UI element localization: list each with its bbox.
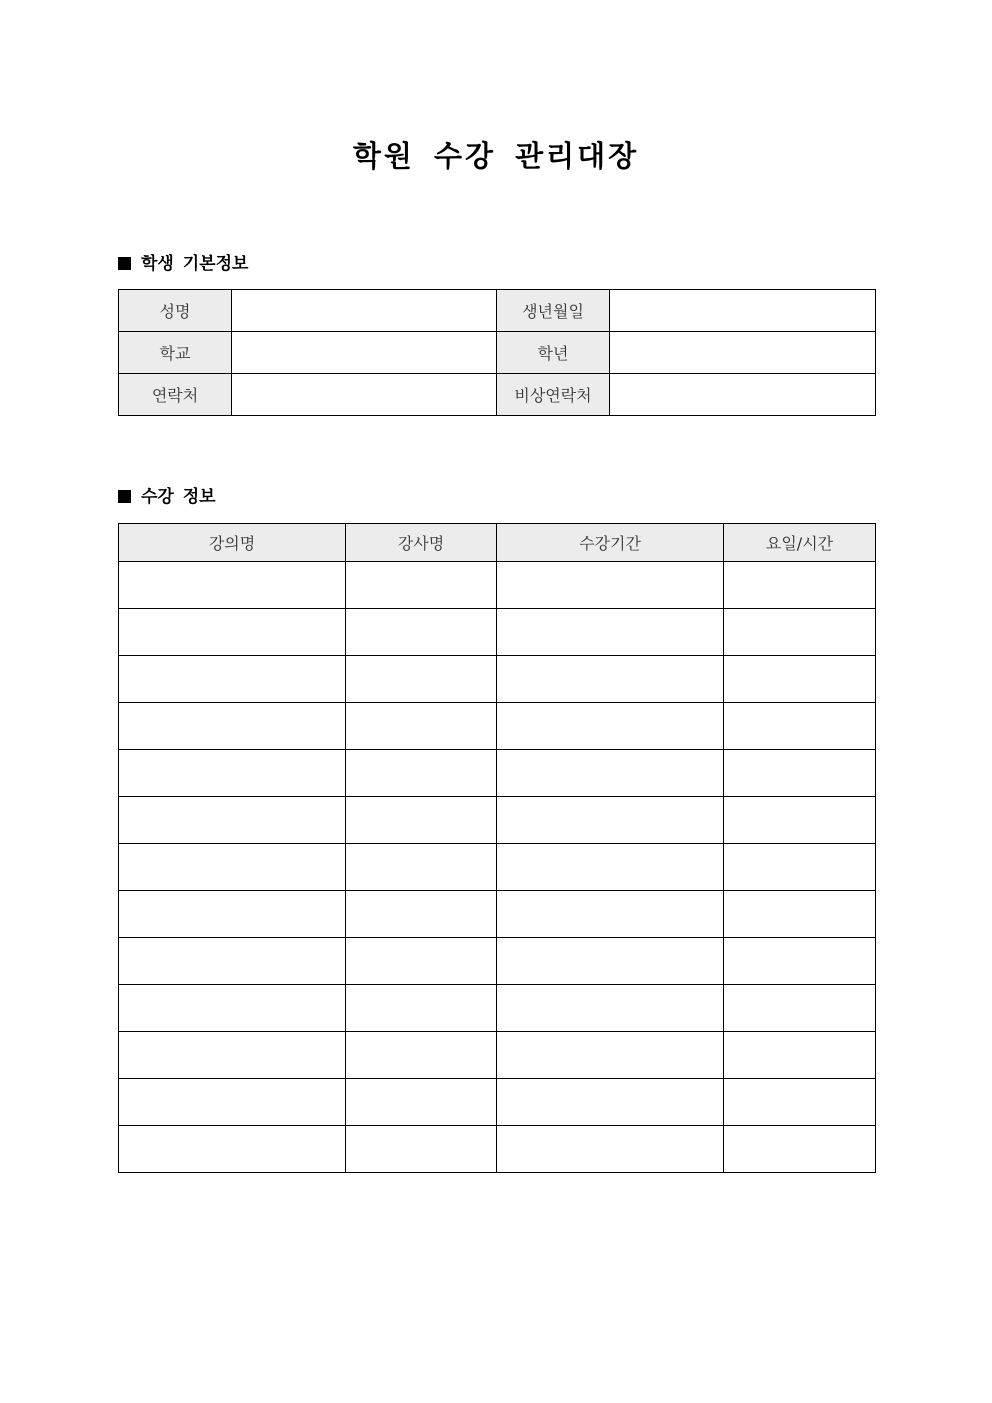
value-birthdate[interactable]	[610, 290, 876, 332]
table-row	[119, 562, 876, 609]
cell-course-name[interactable]	[119, 797, 346, 844]
label-name: 성명	[119, 290, 232, 332]
cell-course-name[interactable]	[119, 938, 346, 985]
cell-schedule[interactable]	[724, 844, 876, 891]
value-school[interactable]	[232, 332, 497, 374]
cell-instructor[interactable]	[346, 656, 497, 703]
cell-course-name[interactable]	[119, 609, 346, 656]
basic-info-table	[118, 289, 876, 416]
table-row	[119, 985, 876, 1032]
table-row	[119, 1079, 876, 1126]
table-row	[119, 609, 876, 656]
table-row	[119, 290, 876, 332]
cell-period[interactable]	[497, 938, 724, 985]
cell-period[interactable]	[497, 750, 724, 797]
value-contact[interactable]	[232, 374, 497, 416]
table-row	[119, 1032, 876, 1079]
cell-course-name[interactable]	[119, 1126, 346, 1173]
table-row	[119, 750, 876, 797]
cell-period[interactable]	[497, 703, 724, 750]
cell-schedule[interactable]	[724, 938, 876, 985]
label-emergency-contact: 비상연락처	[497, 374, 610, 416]
cell-instructor[interactable]	[346, 609, 497, 656]
cell-period[interactable]	[497, 797, 724, 844]
course-table-body	[119, 562, 876, 1173]
section-heading-basic-info	[118, 252, 248, 276]
cell-instructor[interactable]	[346, 938, 497, 985]
cell-period[interactable]	[497, 985, 724, 1032]
table-row	[119, 844, 876, 891]
cell-instructor[interactable]	[346, 703, 497, 750]
cell-instructor[interactable]	[346, 985, 497, 1032]
square-bullet-icon	[118, 490, 131, 503]
table-row	[119, 656, 876, 703]
cell-period[interactable]	[497, 656, 724, 703]
label-contact: 연락처	[119, 374, 232, 416]
column-header-schedule: 요일/시간	[724, 524, 876, 562]
cell-course-name[interactable]	[119, 891, 346, 938]
cell-schedule[interactable]	[724, 750, 876, 797]
column-header-instructor: 강사명	[346, 524, 497, 562]
section-heading-label: 수강 정보	[141, 487, 216, 507]
cell-schedule[interactable]	[724, 609, 876, 656]
label-grade: 학년	[497, 332, 610, 374]
cell-period[interactable]	[497, 609, 724, 656]
cell-schedule[interactable]	[724, 656, 876, 703]
cell-instructor[interactable]	[346, 750, 497, 797]
label-school: 학교	[119, 332, 232, 374]
cell-schedule[interactable]	[724, 1032, 876, 1079]
cell-schedule[interactable]	[724, 891, 876, 938]
cell-instructor[interactable]	[346, 891, 497, 938]
cell-course-name[interactable]	[119, 562, 346, 609]
cell-instructor[interactable]	[346, 1079, 497, 1126]
cell-instructor[interactable]	[346, 797, 497, 844]
table-row	[119, 374, 876, 416]
cell-period[interactable]	[497, 891, 724, 938]
table-row	[119, 332, 876, 374]
cell-schedule[interactable]	[724, 985, 876, 1032]
cell-period[interactable]	[497, 1079, 724, 1126]
square-bullet-icon	[118, 257, 131, 270]
section-heading-label: 학생 기본정보	[141, 254, 249, 274]
value-grade[interactable]	[610, 332, 876, 374]
cell-course-name[interactable]	[119, 844, 346, 891]
cell-instructor[interactable]	[346, 562, 497, 609]
cell-period[interactable]	[497, 1126, 724, 1173]
column-header-period: 수강기간	[497, 524, 724, 562]
cell-instructor[interactable]	[346, 1126, 497, 1173]
cell-schedule[interactable]	[724, 1079, 876, 1126]
table-row	[119, 938, 876, 985]
cell-schedule[interactable]	[724, 562, 876, 609]
section-heading-course-info	[118, 485, 216, 509]
table-row	[119, 1126, 876, 1173]
value-emergency-contact[interactable]	[610, 374, 876, 416]
column-header-course-name: 강의명	[119, 524, 346, 562]
label-birthdate: 생년월일	[497, 290, 610, 332]
table-row	[119, 797, 876, 844]
cell-instructor[interactable]	[346, 844, 497, 891]
cell-schedule[interactable]	[724, 703, 876, 750]
table-header-row	[119, 524, 876, 562]
cell-period[interactable]	[497, 562, 724, 609]
cell-period[interactable]	[497, 844, 724, 891]
course-info-table	[118, 523, 876, 1173]
cell-course-name[interactable]	[119, 1032, 346, 1079]
cell-instructor[interactable]	[346, 1032, 497, 1079]
cell-course-name[interactable]	[119, 1079, 346, 1126]
cell-schedule[interactable]	[724, 1126, 876, 1173]
cell-course-name[interactable]	[119, 985, 346, 1032]
cell-course-name[interactable]	[119, 703, 346, 750]
table-row	[119, 703, 876, 750]
cell-course-name[interactable]	[119, 750, 346, 797]
cell-schedule[interactable]	[724, 797, 876, 844]
table-row	[119, 891, 876, 938]
cell-course-name[interactable]	[119, 656, 346, 703]
cell-period[interactable]	[497, 1032, 724, 1079]
value-name[interactable]	[232, 290, 497, 332]
document-title: 학원 수강 관리대장	[352, 139, 640, 173]
